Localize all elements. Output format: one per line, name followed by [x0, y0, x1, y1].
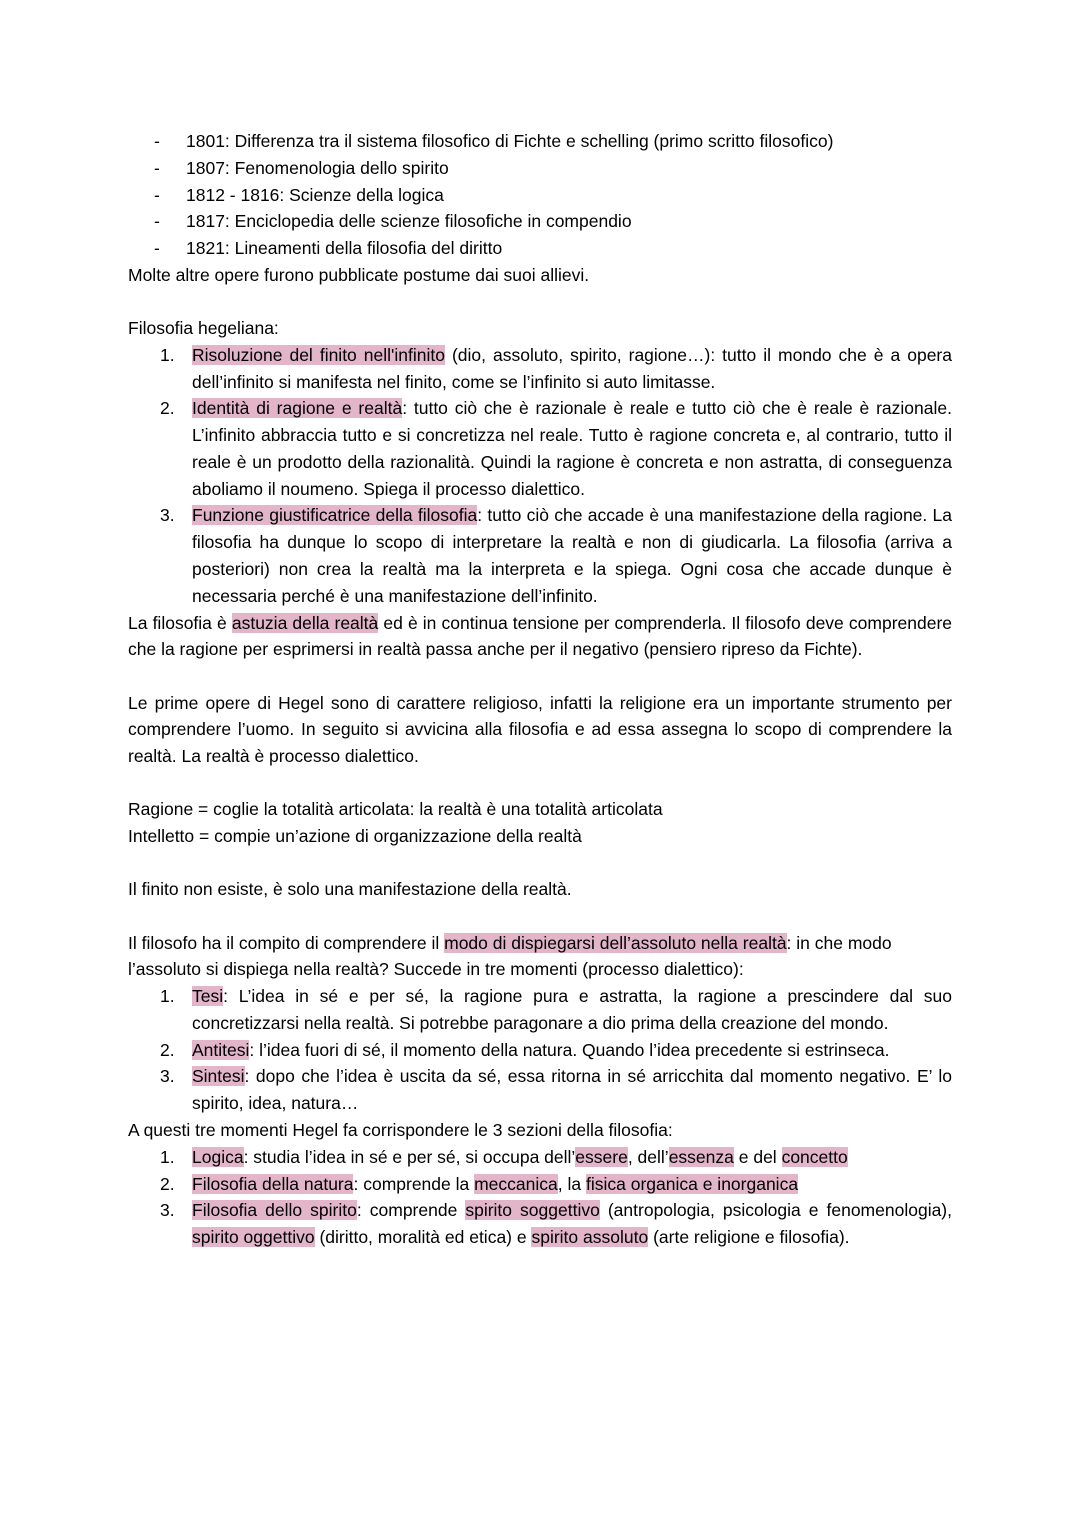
list-item [128, 1144, 952, 1171]
list-item-label: 1812 - 1816: Scienze della logica [186, 184, 444, 205]
dash-bullet: - [154, 131, 160, 151]
list-item-label: 1801: Differenza tra il sistema filosofico di Fichte e schelling (primo scritto filosofico) [186, 131, 834, 151]
list-item [128, 1063, 952, 1117]
spacer [128, 850, 952, 877]
spacer [128, 903, 952, 930]
list-item [128, 128, 952, 155]
list-item [128, 155, 952, 182]
dialectic-moments-list [128, 983, 952, 1117]
list-item-text: : l’idea fuori di sé, il momento della natura. Quando l’idea precedente si estrinseca. [249, 1039, 890, 1060]
highlighted-term: Antitesi [192, 1039, 250, 1060]
list-item [128, 1171, 952, 1198]
highlighted-term: Funzione giustificatrice della filosofia [192, 505, 478, 526]
definition-ragione: Ragione = coglie la totalità articolata: la realtà è una totalità articolata [128, 799, 663, 820]
section-heading-hegelian-philosophy: Filosofia hegeliana: [128, 318, 279, 339]
spacer [128, 770, 952, 797]
highlighted-term: Logica [192, 1146, 244, 1167]
highlighted-term: Risoluzione del finito nell'infinito [192, 344, 445, 365]
list-item-text: : dopo che l’idea è uscita da sé, essa ritorna in sé arricchita dal momento negativo. E’ lo spirito, idea, natura… [192, 1066, 952, 1114]
list-item-label: 1821: Lineamenti della filosofia del diritto [186, 238, 503, 259]
list-item-text: : tutto ciò che accade è una manifestazione della ragione. La filosofia ha dunque lo scopo di interpretare la realtà e non di giudicarla. La filosofia (arriva a posteriori) non crea la realtà ma la interpreta e la spiega. Ogni cosa che accade dunque è necessaria perché è una manifestazione dell’infinito. [192, 505, 952, 606]
dash-bullet: - [154, 157, 160, 178]
highlighted-term: Identità di ragione e realtà [192, 398, 403, 419]
highlighted-term: Filosofia della natura [192, 1173, 354, 1194]
spacer [128, 289, 952, 316]
list-item-text: : tutto ciò che è razionale è reale e tutto ciò che è reale è razionale. L’infinito abbraccia tutto e si concretizza nel reale. Tutto è ragione concreta e, al contrario, tutto il reale è un prodotto della razionalità. Quindi la ragione è concreta e non astratta, di conseguenza aboliamo il noumeno. Spiega il processo dialettico. [192, 398, 952, 499]
list-item-text: (dio, assoluto, spirito, ragione…): tutto il mondo che è a opera dell’infinito si manifesta nel finito, come se l’infinito si auto limitasse. [192, 344, 952, 392]
highlighted-term: meccanica [474, 1173, 558, 1194]
dash-bullet: - [154, 211, 160, 232]
highlighted-term: Filosofia dello spirito [192, 1200, 357, 1221]
highlighted-term: modo di dispiegarsi dell’assoluto nella realtà [444, 932, 787, 953]
works-list [128, 128, 952, 262]
list-item [128, 395, 952, 502]
list-item-text: (arte religione e filosofia). [648, 1227, 850, 1248]
highlighted-term: essenza [668, 1146, 734, 1167]
astuzia-paragraph [128, 610, 952, 664]
dash-bullet: - [154, 238, 160, 259]
list-item-text: : comprende [356, 1200, 466, 1221]
hegelian-points-list [128, 342, 952, 610]
sections-intro: A questi tre momenti Hegel fa corrispondere le 3 sezioni della filosofia: [128, 1120, 673, 1140]
definition-intelletto: Intelletto = compie un’azione di organizzazione della realtà [128, 826, 582, 847]
list-item-text: e del [733, 1146, 782, 1167]
highlighted-term: spirito assoluto [531, 1227, 649, 1248]
paragraph-text-after: ed è in continua tensione per comprenderla. Il filosofo deve comprendere che la ragione per esprimersi in realtà passa anche per il negativo (pensiero ripreso da Fichte). [128, 612, 953, 660]
highlighted-term: essere [575, 1146, 628, 1167]
list-item [128, 342, 952, 396]
list-item [128, 502, 952, 609]
list-item [128, 182, 952, 209]
highlighted-term: concetto [781, 1146, 848, 1167]
finite-line: Il finito non esiste, è solo una manifestazione della realtà. [128, 879, 572, 900]
list-item [128, 235, 952, 262]
highlighted-term: fisica organica e inorganica [585, 1173, 799, 1194]
highlighted-term: spirito soggettivo [465, 1200, 600, 1221]
dash-bullet: - [154, 184, 160, 205]
spacer [128, 663, 952, 690]
list-item [128, 983, 952, 1037]
paragraph-text-before: La filosofia è [128, 612, 232, 633]
list-item-text: (antropologia, psicologia e fenomenologia), [599, 1200, 952, 1221]
posthumous-works-line: Molte altre opere furono pubblicate postume dai suoi allievi. [128, 264, 590, 285]
document-body [128, 128, 952, 1251]
list-item [128, 1037, 952, 1064]
highlighted-term: astuzia della realtà [231, 612, 379, 633]
dispiegarsi-paragraph [128, 930, 952, 984]
list-item-text: : studia l’idea in sé e per sé, si occupa dell’ [243, 1146, 576, 1167]
list-item-text: : comprende la [353, 1173, 475, 1194]
philosophy-sections-list [128, 1144, 952, 1251]
list-item-text: , la [557, 1173, 586, 1194]
list-item-label: 1807: Fenomenologia dello spirito [186, 157, 449, 178]
list-item-text: (diritto, moralità ed etica) e [314, 1227, 532, 1248]
religion-paragraph: Le prime opere di Hegel sono di carattere religioso, infatti la religione era un importante strumento per comprendere l’uomo. In seguito si avvicina alla filosofia e ad essa assegna lo scopo di comprendere la realtà. La realtà è processo dialettico. [128, 692, 952, 767]
highlighted-term: Sintesi [192, 1066, 245, 1087]
list-item [128, 208, 952, 235]
list-item [128, 1197, 952, 1251]
paragraph-text-before: Il filosofo ha il compito di comprendere il [128, 932, 445, 953]
list-item-text: : L’idea in sé e per sé, la ragione pura e astratta, la ragione a prescindere dal suo concretizzarsi nella realtà. Si potrebbe paragonare a dio prima della creazione del mondo. [192, 986, 952, 1033]
paragraph-text-after: : in che modo l’assoluto si dispiega nella realtà? Succede in tre momenti (processo dialettico): [128, 932, 892, 980]
list-item-label: 1817: Enciclopedia delle scienze filosofiche in compendio [186, 211, 632, 232]
highlighted-term: Tesi [192, 986, 224, 1007]
list-item-text: , dell’ [627, 1146, 669, 1167]
highlighted-term: spirito oggettivo [192, 1227, 315, 1248]
